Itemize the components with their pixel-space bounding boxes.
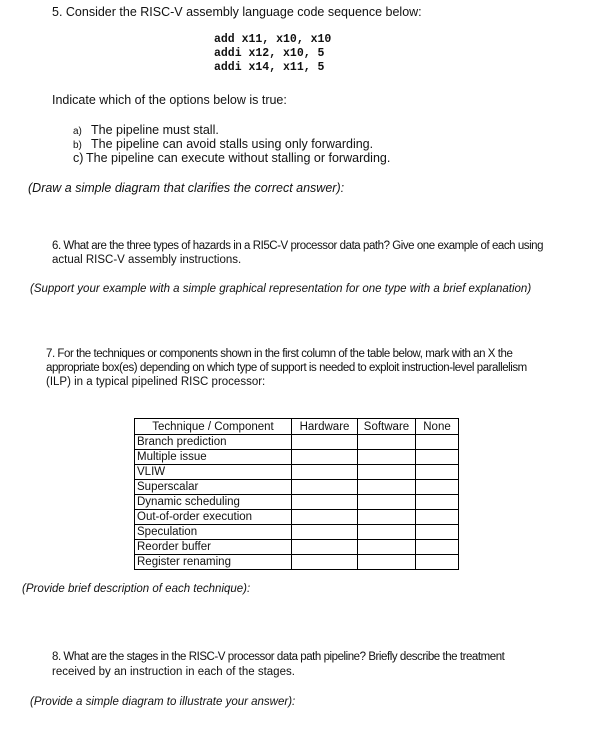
table-header-row bbox=[135, 419, 459, 435]
software-cell[interactable] bbox=[358, 555, 416, 570]
q6-note: (Support your example with a simple graphical representation for one type with a brief explanation) bbox=[30, 283, 532, 295]
table-row bbox=[135, 465, 459, 480]
row-label: Reorder buffer bbox=[135, 540, 292, 555]
none-cell[interactable] bbox=[416, 495, 459, 510]
table-row bbox=[135, 510, 459, 525]
none-cell[interactable] bbox=[416, 480, 459, 495]
header-software: Software bbox=[358, 419, 416, 435]
hardware-cell[interactable] bbox=[292, 435, 358, 450]
option-b-letter: b) bbox=[73, 140, 82, 151]
software-cell[interactable] bbox=[358, 525, 416, 540]
header-technique: Technique / Component bbox=[135, 419, 292, 435]
q8-line-1: 8. What are the stages in the RISC-V processor data path pipeline? Briefly describe the treatment bbox=[52, 651, 505, 663]
row-label: VLIW bbox=[135, 465, 292, 480]
hardware-cell[interactable] bbox=[292, 525, 358, 540]
row-label: Out-of-order execution bbox=[135, 510, 292, 525]
q5-note: (Draw a simple diagram that clarifies the correct answer): bbox=[28, 181, 345, 195]
option-b bbox=[73, 137, 373, 151]
row-label: Register renaming bbox=[135, 555, 292, 570]
hardware-cell[interactable] bbox=[292, 540, 358, 555]
software-cell[interactable] bbox=[358, 495, 416, 510]
q7-line-3: (ILP) in a typical pipelined RISC processor: bbox=[46, 376, 266, 388]
software-cell[interactable] bbox=[358, 540, 416, 555]
none-cell[interactable] bbox=[416, 435, 459, 450]
q5-prompt: Indicate which of the options below is true: bbox=[52, 93, 287, 107]
row-label: Branch prediction bbox=[135, 435, 292, 450]
none-cell[interactable] bbox=[416, 540, 459, 555]
code-line-3: addi x14, x11, 5 bbox=[214, 61, 325, 74]
option-a bbox=[73, 123, 219, 137]
q7-line-1: 7. For the techniques or components shown in the first column of the table below, mark with an X the bbox=[46, 348, 513, 360]
table-row bbox=[135, 555, 459, 570]
row-label: Dynamic scheduling bbox=[135, 495, 292, 510]
table-row bbox=[135, 495, 459, 510]
none-cell[interactable] bbox=[416, 465, 459, 480]
option-c bbox=[73, 151, 390, 165]
hardware-cell[interactable] bbox=[292, 510, 358, 525]
hardware-cell[interactable] bbox=[292, 555, 358, 570]
software-cell[interactable] bbox=[358, 510, 416, 525]
option-c-letter: c) bbox=[73, 151, 84, 165]
ilp-table bbox=[134, 418, 459, 570]
option-a-text: The pipeline must stall. bbox=[91, 123, 219, 137]
option-a-letter: a) bbox=[73, 126, 82, 137]
q6-line-1: 6. What are the three types of hazards in a RI5C-V processor data path? Give one example of each using bbox=[52, 240, 544, 252]
table-row bbox=[135, 525, 459, 540]
table-row bbox=[135, 540, 459, 555]
row-label: Speculation bbox=[135, 525, 292, 540]
hardware-cell[interactable] bbox=[292, 495, 358, 510]
hardware-cell[interactable] bbox=[292, 450, 358, 465]
none-cell[interactable] bbox=[416, 525, 459, 540]
software-cell[interactable] bbox=[358, 435, 416, 450]
none-cell[interactable] bbox=[416, 555, 459, 570]
hardware-cell[interactable] bbox=[292, 480, 358, 495]
software-cell[interactable] bbox=[358, 450, 416, 465]
table-row bbox=[135, 450, 459, 465]
row-label: Superscalar bbox=[135, 480, 292, 495]
row-label: Multiple issue bbox=[135, 450, 292, 465]
option-c-text: The pipeline can execute without stalling or forwarding. bbox=[86, 151, 391, 165]
software-cell[interactable] bbox=[358, 465, 416, 480]
q8-line-2: received by an instruction in each of the stages. bbox=[52, 666, 295, 678]
q6-line-2: actual RISC-V assembly instructions. bbox=[52, 254, 242, 266]
none-cell[interactable] bbox=[416, 450, 459, 465]
option-b-text: The pipeline can avoid stalls using only forwarding. bbox=[91, 137, 374, 151]
q7-note: (Provide brief description of each technique): bbox=[22, 583, 251, 595]
table-row bbox=[135, 435, 459, 450]
q5-heading: 5. Consider the RISC-V assembly language code sequence below: bbox=[52, 5, 422, 19]
table-row bbox=[135, 480, 459, 495]
header-hardware: Hardware bbox=[292, 419, 358, 435]
code-line-2: addi x12, x10, 5 bbox=[214, 47, 325, 60]
hardware-cell[interactable] bbox=[292, 465, 358, 480]
q8-note: (Provide a simple diagram to illustrate your answer): bbox=[30, 696, 296, 708]
header-none: None bbox=[416, 419, 459, 435]
software-cell[interactable] bbox=[358, 480, 416, 495]
q7-line-2: appropriate box(es) depending on which type of support is needed to exploit instruction-level parallelism bbox=[46, 362, 527, 374]
none-cell[interactable] bbox=[416, 510, 459, 525]
code-line-1: add x11, x10, x10 bbox=[214, 33, 332, 46]
